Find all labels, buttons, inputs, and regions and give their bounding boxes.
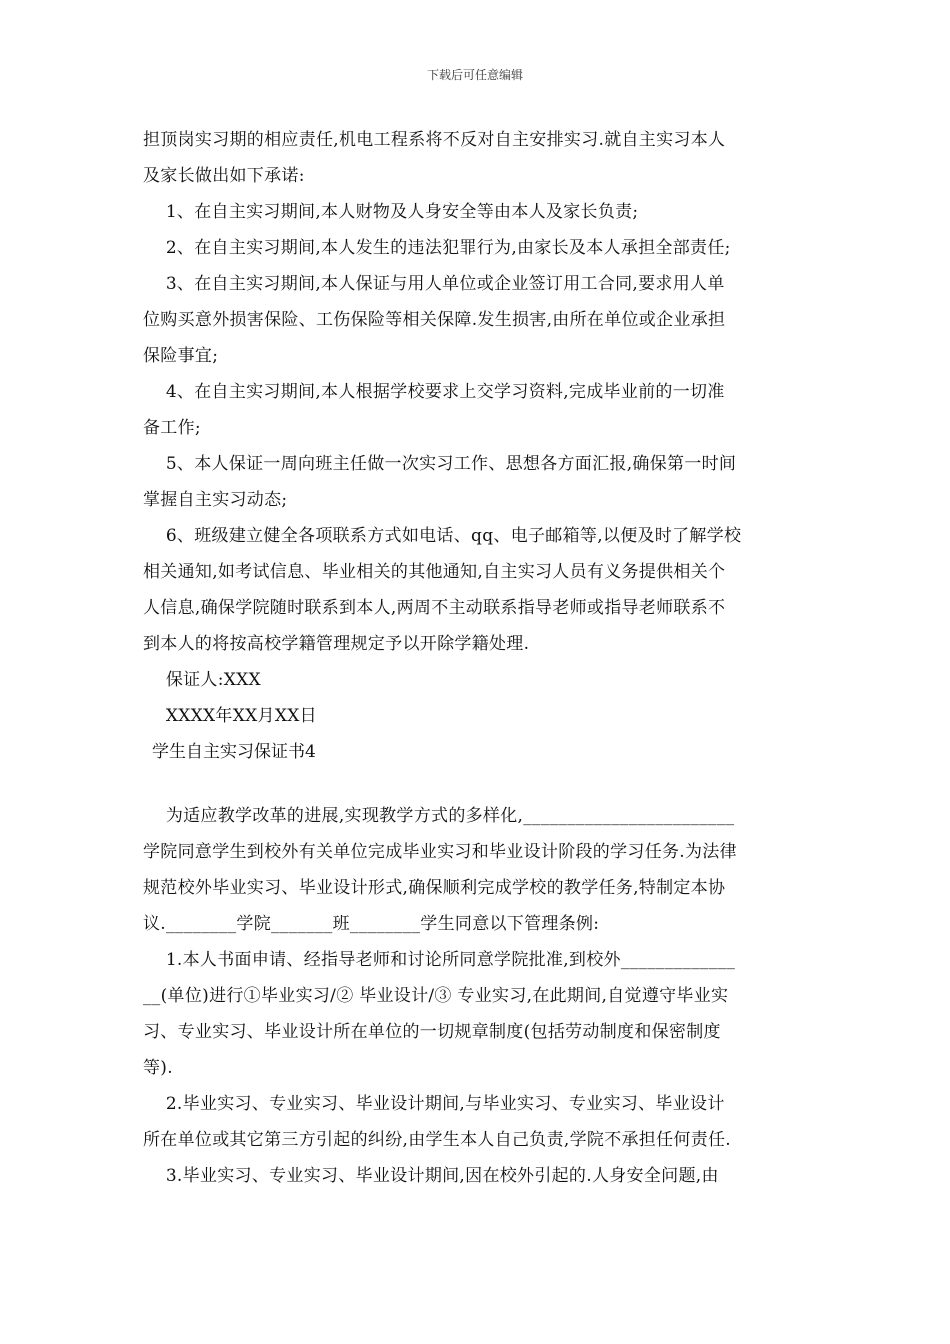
body-line: 相关通知,如考试信息、毕业相关的其他通知,自主实习人员有义务提供相关个 (143, 562, 726, 582)
body-line: 为适应教学改革的进展,实现教学方式的多样化,________________________ (143, 806, 735, 826)
body-line: 习、专业实习、毕业设计所在单位的一切规章制度(包括劳动制度和保密制度 (143, 1022, 721, 1042)
body-line: 所在单位或其它第三方引起的纠纷,由学生本人自己负责,学院不承担任何责任. (143, 1130, 732, 1150)
body-line: 担顶岗实习期的相应责任,机电工程系将不反对自主安排实习.就自主实习本人 (143, 130, 726, 150)
body-line: 4、在自主实习期间,本人根据学校要求上交学习资料,完成毕业前的一切准 (143, 382, 725, 402)
body-line: __(单位)进行①毕业实习/② 毕业设计/③ 专业实习,在此期间,自觉遵守毕业实 (143, 986, 729, 1006)
guarantor-line: 保证人:XXX (143, 670, 261, 690)
body-line: 人信息,确保学院随时联系到本人,两周不主动联系指导老师或指导老师联系不 (143, 598, 726, 618)
date-line: XXXX年XX月XX日 (143, 706, 317, 726)
body-line: 规范校外毕业实习、毕业设计形式,确保顺利完成学校的教学任务,特制定本协 (143, 878, 726, 898)
body-line: 位购买意外损害保险、工伤保险等相关保障.发生损害,由所在单位或企业承担 (143, 310, 726, 330)
body-line: 备工作; (143, 418, 201, 438)
body-line: 到本人的将按高校学籍管理规定予以开除学籍处理. (143, 634, 530, 654)
body-line: 6、班级建立健全各项联系方式如电话、qq、电子邮箱等,以便及时了解学校 (143, 526, 742, 546)
body-line: 及家长做出如下承诺: (143, 166, 305, 186)
body-line: 1、在自主实习期间,本人财物及人身安全等由本人及家长负责; (143, 202, 639, 222)
body-line: 学院同意学生到校外有关单位完成毕业实习和毕业设计阶段的学习任务.为法律 (143, 842, 737, 862)
body-line: 3.毕业实习、专业实习、毕业设计期间,因在校外引起的.人身安全问题,由 (143, 1166, 719, 1186)
body-line: 3、在自主实习期间,本人保证与用人单位或企业签订用工合同,要求用人单 (143, 274, 725, 294)
body-line: 5、本人保证一周向班主任做一次实习工作、思想各方面汇报,确保第一时间 (143, 454, 737, 474)
body-line: 等). (143, 1058, 173, 1078)
body-line: 保险事宜; (143, 346, 219, 366)
section-title: 学生自主实习保证书4 (152, 742, 316, 762)
body-line: 掌握自主实习动态; (143, 490, 288, 510)
body-line: 2.毕业实习、专业实习、毕业设计期间,与毕业实习、专业实习、毕业设计 (143, 1094, 725, 1114)
body-line: 2、在自主实习期间,本人发生的违法犯罪行为,由家长及本人承担全部责任; (143, 238, 731, 258)
body-line: 1.本人书面申请、经指导老师和讨论所同意学院批准,到校外_____________ (143, 950, 736, 970)
header-note: 下载后可任意编辑 (426, 68, 523, 82)
body-line: 议.________学院_______班________学生同意以下管理条例: (143, 914, 600, 934)
